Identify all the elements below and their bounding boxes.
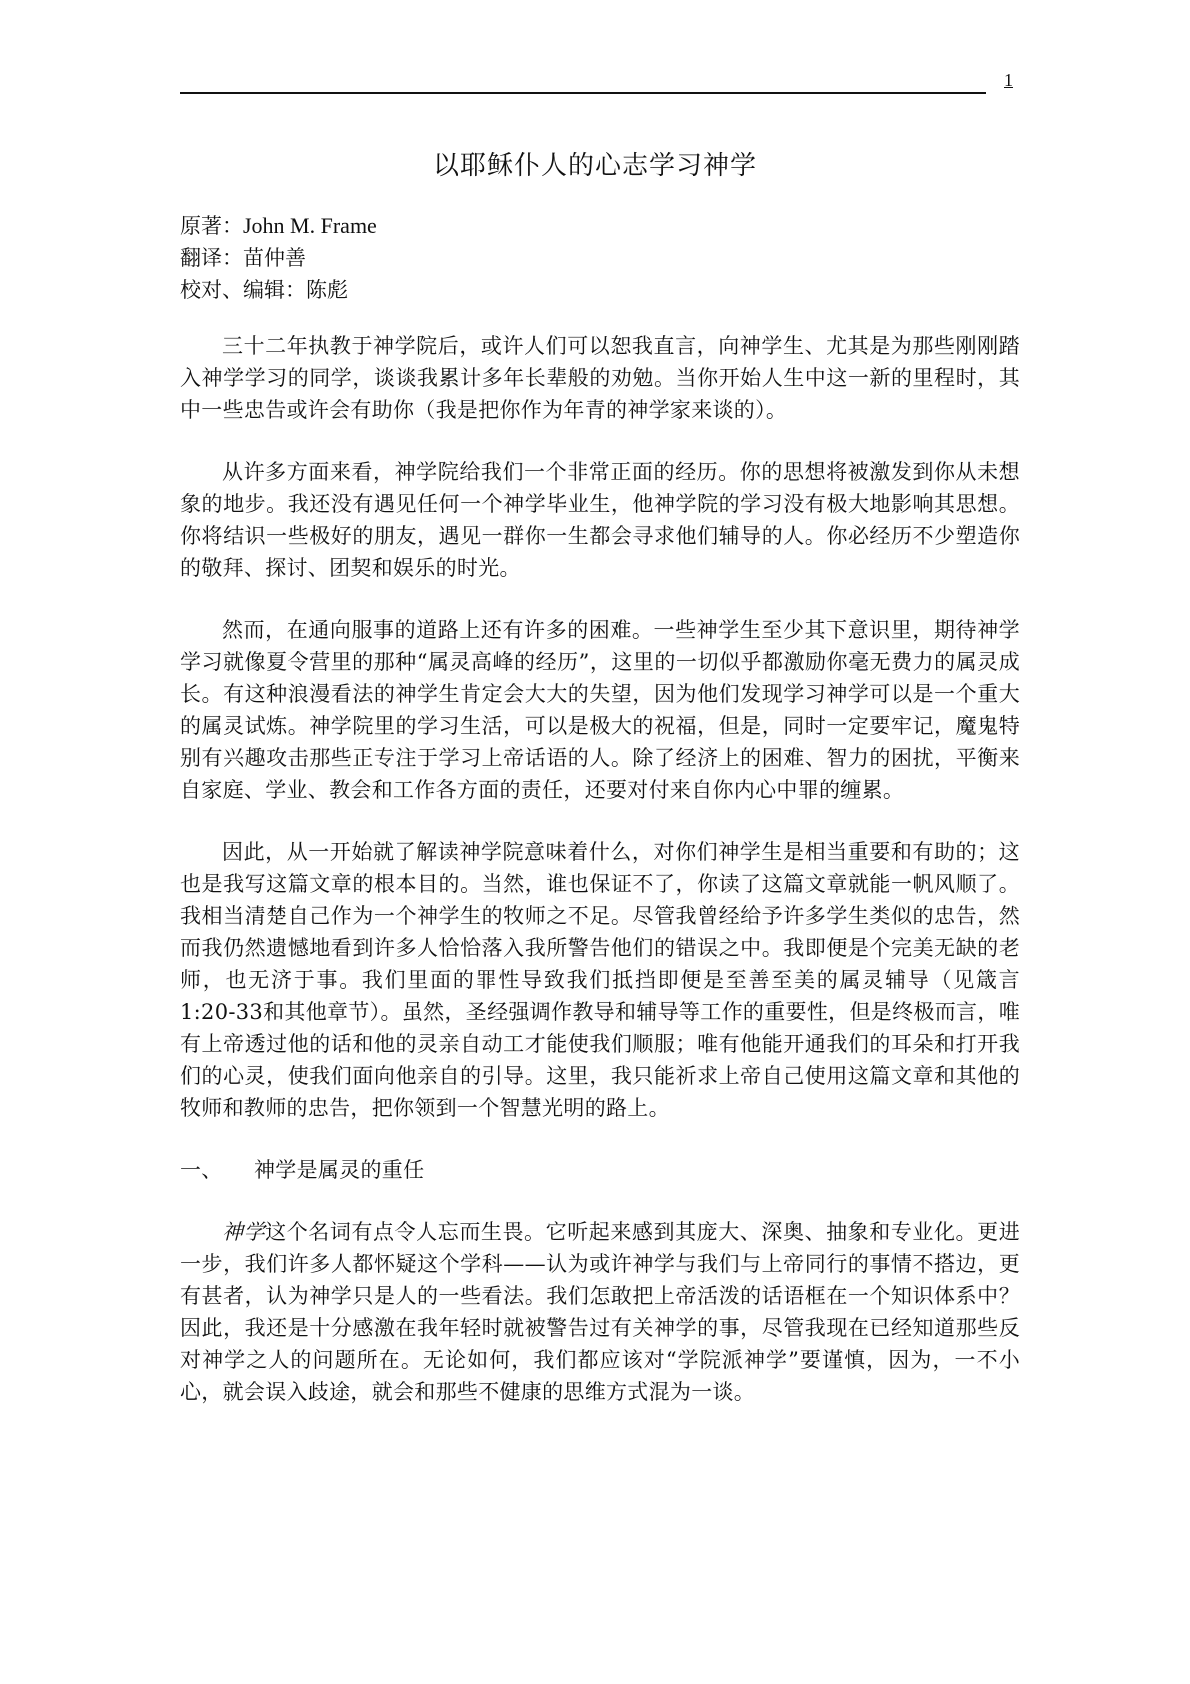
paragraph: 然而，在通向服事的道路上还有许多的困难。一些神学生至少其下意识里，期待神学学习就像夏令营里的那种“属灵高峰的经历”，这里的一切似乎都激励你毫无费力的属灵成长。有这种浪漫看法的神学生肯定会大大的失望，因为他们发现学习神学可以是一个重大的属灵试炼。神学院里的学习生活，可以是极大的祝福，但是，同时一定要牢记，魔鬼特别有兴趣攻击那些正专注于学习上帝话语的人。除了经济上的困难、智力的困扰，平衡来自家庭、学业、教会和工作各方面的责任，还要对付来自你内心中罪的缠累。 <box>180 618 1020 802</box>
section-number: 一、 <box>180 1158 223 1182</box>
paragraph: 从许多方面来看，神学院给我们一个非常正面的经历。你的思想将被激发到你从未想象的地步。我还没有遇见任何一个神学毕业生，他神学院的学习没有极大地影响其思想。你将结识一些极好的朋友，遇见一群你一生都会寻求他们辅导的人。你必经历不少塑造你的敬拜、探讨、团契和娱乐的时光。 <box>180 460 1020 580</box>
page-number: 1 <box>1004 70 1013 90</box>
author-line <box>180 210 377 242</box>
paragraph: 因此，从一开始就了解读神学院意味着什么，对你们神学生是相当重要和有助的；这也是我写这篇文章的根本目的。当然，谁也保证不了，你读了这篇文章就能一帆风顺了。我相当清楚自己作为一个神学生的牧师之不足。尽管我曾经给予许多学生类似的忠告，然而我仍然遗憾地看到许多人恰恰落入我所警告他们的错误之中。我即便是个完美无缺的老师，也无济于事。我们里面的罪性导致我们抵挡即便是至善至美的属灵辅导（见箴言1:20-33和其他章节）。虽然，圣经强调作教导和辅导等工作的重要性，但是终极而言，唯有上帝透过他的话和他的灵亲自动工才能使我们顺服；唯有他能开通我们的耳朵和打开我们的心灵，使我们面向他亲自的引导。这里，我只能祈求上帝自己使用这篇文章和其他的牧师和教师的忠告，把你领到一个智慧光明的路上。 <box>180 840 1020 1120</box>
section-title: 神学是属灵的重任 <box>254 1158 425 1182</box>
document-title: 以耶稣仆人的心志学习神学 <box>432 151 757 181</box>
credits <box>180 210 377 306</box>
paragraph: 三十二年执教于神学院后，或许人们可以恕我直言，向神学生、尤其是为那些刚刚踏入神学学习的同学，谈谈我累计多年长辈般的劝勉。当你开始人生中这一新的里程时，其中一些忠告或许会有助你（我是把你作为年青的神学家来谈的）。 <box>180 334 1020 422</box>
section-paragraph-text: 这个名词有点令人忘而生畏。它听起来感到其庞大、深奥、抽象和专业化。更进一步，我们许多人都怀疑这个学科——认为或许神学与我们与上帝同行的事情不搭边，更有甚者，认为神学只是人的一些看法。我们怎敢把上帝活泼的话语框在一个知识体系中？因此，我还是十分感激在我年轻时就被警告过有关神学的事，尽管我现在已经知道那些反对神学之人的问题所在。无论如何，我们都应该对“学院派神学”要谨慎，因为，一不小心，就会误入歧途，就会和那些不健康的思维方式混为一谈。 <box>180 1220 1020 1404</box>
emphasized-term: 神学 <box>222 1220 266 1244</box>
translator-line: 翻译：苗仲善 <box>180 246 306 270</box>
section-heading <box>180 1154 1020 1186</box>
header-rule <box>180 92 986 94</box>
document-body <box>180 330 1020 1438</box>
author-label: 原著： <box>180 214 243 238</box>
editor-line: 校对、编辑：陈彪 <box>180 278 348 302</box>
section-paragraph <box>180 1216 1020 1408</box>
author-name: John M. Frame <box>243 213 377 238</box>
